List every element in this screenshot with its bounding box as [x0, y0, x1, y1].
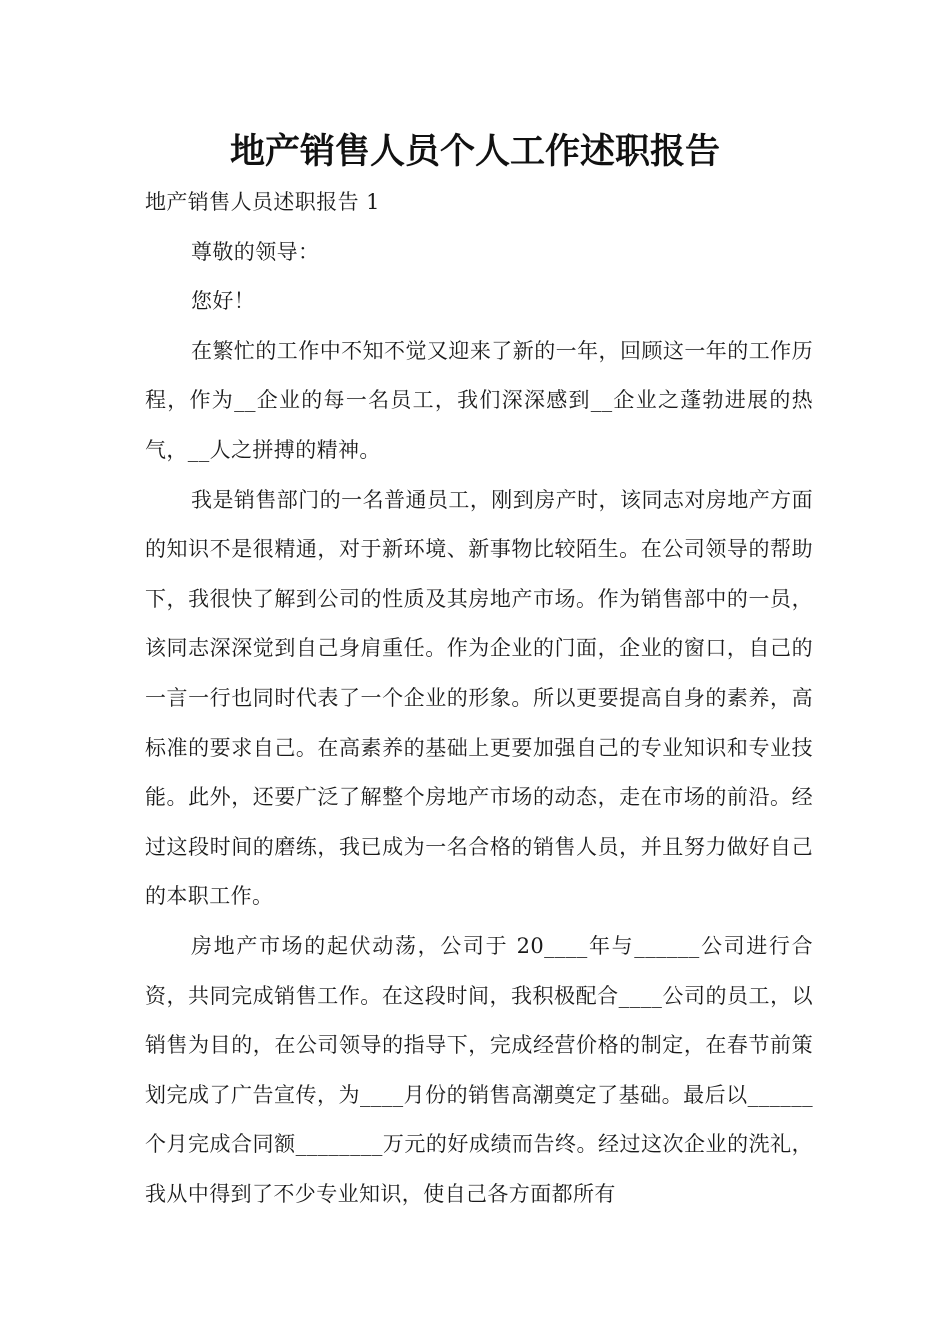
report-subtitle: 地产销售人员述职报告 1 — [145, 190, 380, 214]
document-title: 地产销售人员个人工作述职报告 — [229, 132, 720, 172]
paragraph-role: 我是销售部门的一名普通员工，刚到房产时，该同志对房地产方面的知识不是很精通，对于新环境、新事物比较陌生。在公司领导的帮助下，我很快了解到公司的性质及其房地产市场。作为销售部中的一员，该同志深深觉到自己身肩重任。作为企业的门面，企业的窗口，自己的一言一行也同时代表了一个企业的形象。所以更要提高自身的素养，高标准的要求自己。在高素养的基础上更要加强自己的专业知识和专业技能。此外，还要广泛了解整个房地产市场的动态，走在市场的前沿。经过这段时间的磨练，我已成为一名合格的销售人员，并且努力做好自己的本职工作。 — [145, 487, 813, 909]
document-body — [145, 178, 813, 1219]
paragraph-market: 房地产市场的起伏动荡，公司于 20____年与______公司进行合资，共同完成销售工作。在这段时间，我积极配合____公司的员工，以销售为目的，在公司领导的指导下，完成经营价格的制定，在春节前策划完成了广告宣传，为____月份的销售高潮奠定了基础。最后以______个月完成合同额________万元的好成绩而告终。经过这次企业的洗礼，我从中得到了不少专业知识，使自己各方面都所有 — [145, 933, 813, 1206]
greeting: 您好！ — [191, 289, 256, 314]
paragraph-intro: 在繁忙的工作中不知不觉又迎来了新的一年，回顾这一年的工作历程，作为__企业的每一名员工，我们深深感到__企业之蓬勃进展的热气，__人之拼搏的精神。 — [145, 338, 813, 462]
salutation: 尊敬的领导： — [191, 239, 320, 264]
